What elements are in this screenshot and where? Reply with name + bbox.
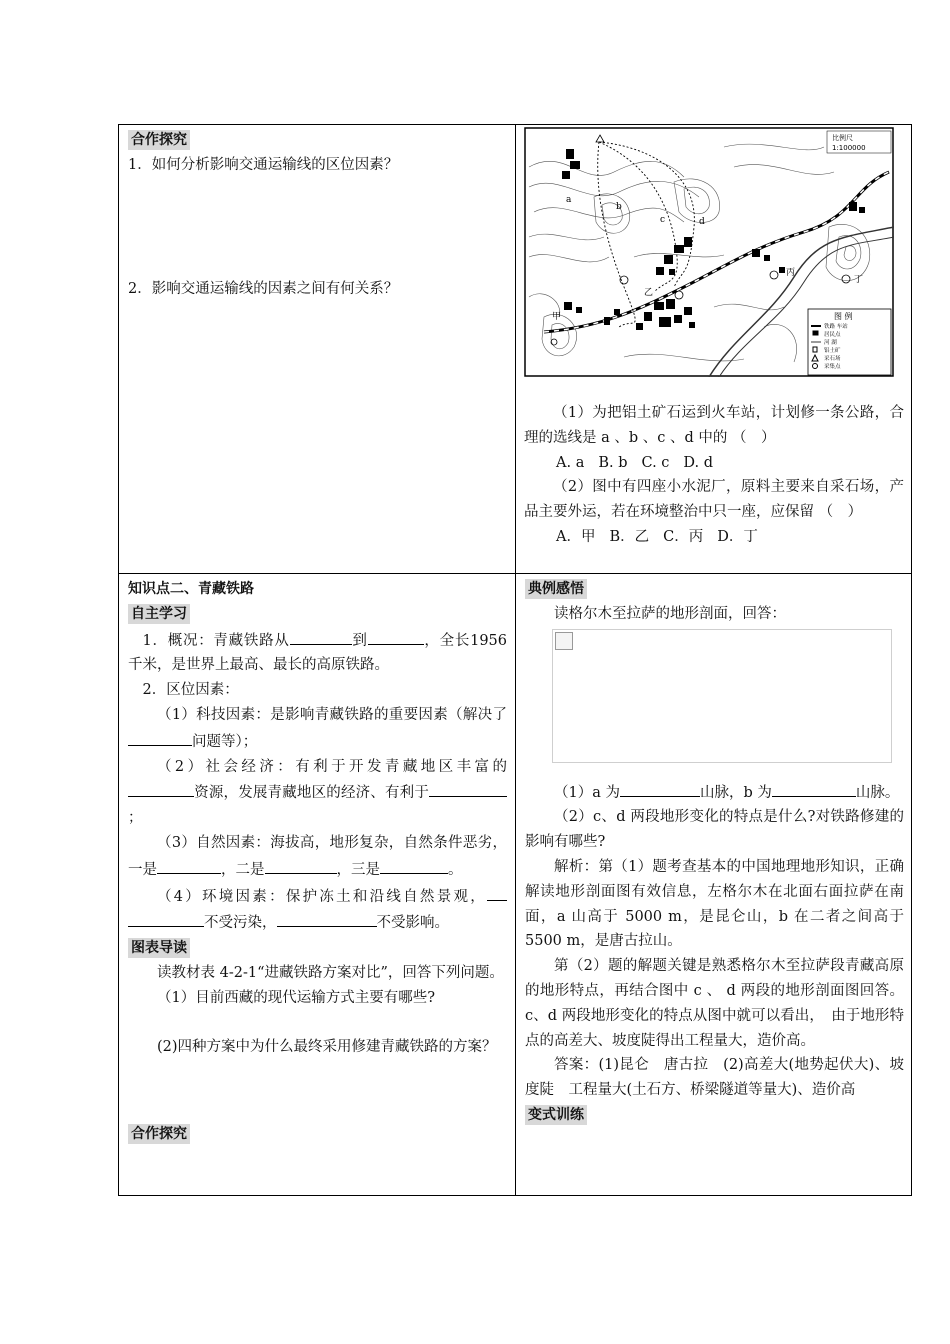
topographic-map	[524, 127, 894, 377]
blank	[157, 856, 221, 874]
blank	[290, 627, 352, 645]
broken-image-icon	[555, 632, 573, 650]
blank	[368, 627, 424, 645]
legend-item: 河 湖	[824, 340, 837, 346]
map-label-bing: 丙	[786, 268, 796, 278]
chart-question-1: （1）目前西藏的现代运输方式主要有哪些?	[157, 989, 435, 1006]
map-question-2-options	[524, 525, 904, 550]
text: （3）自然因素：海拔高，地形复杂，自然条件恶劣，一是	[128, 834, 507, 878]
document-table	[118, 124, 912, 1196]
profile-intro: 读格尔木至拉萨的地形剖面，回答：	[554, 605, 786, 622]
blank	[418, 856, 448, 874]
option: C. c	[641, 454, 670, 471]
map-label-c: c	[660, 215, 666, 225]
blank	[128, 779, 194, 797]
map-question-1-options	[524, 451, 904, 476]
map-scale-value: 1:100000	[832, 144, 866, 152]
map-label-ding: 丁	[854, 275, 864, 285]
option: C．丙	[663, 528, 704, 545]
text: （1）科技因素：是影响青藏铁路的重要因素（解决了	[157, 706, 507, 723]
option: B. b	[598, 454, 628, 471]
cell-cooperative-inquiry	[119, 125, 515, 573]
socioeconomic-factor	[128, 755, 507, 831]
map-question-2: （2）图中有四座小水泥厂，原料主要来自采石场，产品主要外运，若在环境整治中只一座，应保留 （ ）	[524, 479, 904, 521]
map-label-a: a	[566, 195, 572, 205]
map-label-b: b	[616, 202, 622, 212]
environmental-factor	[128, 883, 507, 937]
blank	[265, 856, 337, 874]
option: D．丁	[717, 528, 758, 545]
blank	[380, 856, 418, 874]
legend-item: 居民点	[824, 332, 841, 338]
map-question-1: （1）为把铝土矿石运到火车站，计划修一条公路，合理的选线是 a 、b 、c 、d 中的 （ ）	[524, 405, 904, 446]
legend-item: 铁路 车站	[824, 324, 848, 330]
text: 资源，发展青藏地区的经济、有利于	[194, 785, 429, 802]
subsection-chart-guide: 图表导读	[128, 938, 190, 958]
blank	[277, 909, 377, 927]
section-header: 合作探究	[128, 130, 190, 150]
example-question-1	[525, 779, 904, 806]
legend-item: 采集点	[824, 364, 841, 370]
answer-paragraph: 答案：(1)昆仑 唐古拉 (2)高差大(地势起伏大)、坡度陡 工程量大(土石方、桥梁隧道等量大)、造价高	[525, 1057, 904, 1099]
text: 到	[351, 632, 368, 649]
subsection-cooperative-inquiry: 合作探究	[128, 1124, 190, 1144]
text: 问题等）；	[192, 733, 258, 750]
cell-knowledge-point-2	[119, 574, 515, 1196]
option: A．甲	[556, 528, 596, 545]
legend-item: 采石场	[824, 356, 841, 362]
text: ，三是	[336, 861, 380, 878]
blank	[128, 728, 192, 746]
blank	[128, 909, 204, 927]
text: ；	[128, 810, 143, 827]
chart-question-2: (2)四种方案中为什么最终采用修建青藏铁路的方案？	[157, 1038, 497, 1055]
example-question-2: （2）c、d 两段地形变化的特点是什么?对铁路修建的影响有哪些?	[525, 809, 904, 851]
cell-example-insight	[516, 574, 912, 1196]
option: B．乙	[609, 528, 650, 545]
text: ，二是	[221, 861, 265, 878]
cell-map-question	[516, 125, 912, 573]
question-2: 2．影响交通运输线的因素之间有何关系？	[128, 280, 399, 297]
blank	[485, 779, 507, 797]
blank	[487, 883, 507, 901]
text: 不受影响。	[376, 915, 449, 932]
text: 不受污染，	[204, 915, 277, 932]
map-label-jia: 甲	[552, 312, 562, 322]
text: 。	[448, 861, 463, 878]
overview-paragraph	[128, 627, 507, 679]
terrain-profile-image	[552, 629, 892, 763]
text: （2）社会经济：有利于开发青藏地区丰富的	[157, 758, 507, 775]
blank	[620, 779, 700, 797]
analysis-paragraph-1: 解析：第（1）题考查基本的中国地理地形知识，正确解读地形剖面图有效信息，左格尔木在北面右面拉萨在南面，a 山高于 5000 m，是昆仑山，b 在二者之间高于 5500 m，是唐古拉山。	[525, 858, 904, 950]
question-1: 1．如何分析影响交通运输线的区位因素？	[128, 156, 399, 173]
text: 山脉，b 为	[699, 784, 772, 801]
subsection-variation-training: 变式训练	[525, 1105, 587, 1125]
natural-factor	[128, 831, 507, 883]
legend-title: 图 例	[834, 312, 853, 321]
location-factors-title: 2．区位因素：	[142, 682, 239, 699]
text: ，全长1956千米，是世界上最高、最长的高原铁路。	[128, 632, 507, 674]
text: 山脉。	[855, 784, 900, 801]
legend-item: 铝土矿	[824, 348, 841, 354]
section-header: 典例感悟	[525, 579, 587, 599]
map-label-d: d	[699, 217, 705, 227]
chart-guide-intro: 读教材表 4-2-1“进藏铁路方案对比”，回答下列问题。	[157, 964, 504, 981]
text: （1）a 为	[554, 784, 620, 801]
section-title: 知识点二、青藏铁路	[128, 581, 254, 597]
text: 1．概况：青藏铁路从	[142, 632, 290, 649]
text: （4）环境因素：保护冻土和沿线自然景观，	[157, 888, 487, 905]
map-label-yi: 乙	[644, 288, 654, 298]
tech-factor	[128, 703, 507, 755]
blank	[772, 779, 856, 797]
analysis-paragraph-2: 第（2）题的解题关键是熟悉格尔木至拉萨段青藏高原的地形特点，再结合图中 c 、 d 两段的地形剖面图回答。c、d 两段地形变化的特点从图中就可以看出， 由于地形特点的高差大、坡度陡得出工程量大，造价高。	[525, 958, 904, 1049]
map-scale-label: 比例尺	[832, 134, 853, 142]
blank	[429, 779, 485, 797]
option: D. d	[683, 454, 714, 471]
option: A. a	[556, 454, 585, 471]
subsection-self-study: 自主学习	[128, 604, 190, 624]
